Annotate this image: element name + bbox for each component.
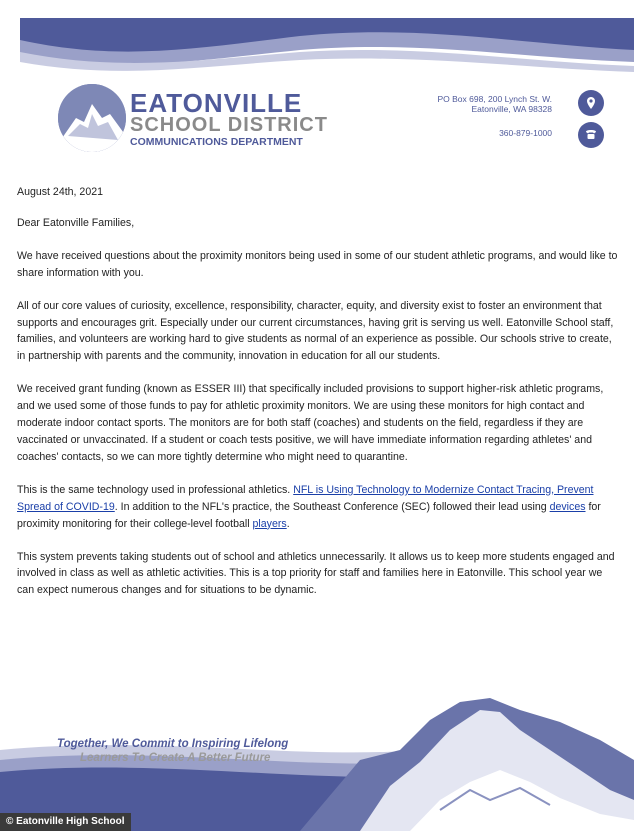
paragraph-4-text-c: for proximity monitoring for their college-level football [17, 500, 601, 530]
address-line2: Eatonville, WA 98328 [471, 104, 552, 114]
mountain-logo-icon [58, 84, 126, 152]
address-line1: PO Box 698, 200 Lynch St. W. [437, 94, 552, 104]
paragraph-4-text-a: This is the same technology used in professional athletics. [17, 483, 294, 496]
phone-number: 360-879-1000 [499, 128, 552, 138]
tagline-line1: Together, We Commit to Inspiring Lifelong [57, 738, 289, 750]
district-name-line1: EATONVILLE [130, 88, 303, 118]
tagline-line2: Learners To Create A Better Future [80, 752, 271, 764]
contact-info [384, 90, 604, 150]
nfl-article-link[interactable]: NFL is Using Technology to Modernize Contact Tracing, Prevent Spread of COVID-19 [17, 483, 594, 513]
paragraph-4-text-d: . [286, 517, 290, 530]
devices-link[interactable]: devices [549, 500, 586, 513]
district-logo [58, 84, 328, 154]
location-pin-icon [578, 90, 604, 116]
paragraph-4 [17, 482, 621, 533]
header-swoosh-decoration [0, 0, 634, 80]
district-name-line2: SCHOOL DISTRICT [130, 114, 328, 136]
letter-date: August 24th, 2021 [17, 186, 103, 198]
phone-icon [578, 122, 604, 148]
letter-body [17, 184, 621, 615]
paragraph-2: All of our core values of curiosity, excellence, responsibility, character, equity, and diversity exist to foster an environment that supports and encourages grit. Especially under our current circumstances, having grit is serving us well. Eatonville School staff, families, and volunteers are working hard to give students as normal of an experience as possible. Our schools strive to create, in partnership with parents and the community, innovation in education for all our students. [17, 299, 614, 363]
paragraph-1: We have received questions about the proximity monitors being used in some of our student athletic programs, and would like to share information with you. [17, 249, 618, 279]
letter-salutation: Dear Eatonville Families, [17, 216, 135, 229]
paragraph-4-text-b: . In addition to the NFL's practice, the Southeast Conference (SEC) followed their lead using [114, 500, 550, 513]
department-name: COMMUNICATIONS DEPARTMENT [130, 136, 303, 148]
players-link[interactable]: players [252, 517, 287, 530]
paragraph-3: We received grant funding (known as ESSER III) that specifically included provisions to support higher-risk athletic programs, and we used some of those funds to pay for athletic proximity monitors. We are using these monitors for high contact and moderate indoor contact sports. The monitors are for both staff (coaches) and students on the field, regardless if they are vaccinated or unvaccinated. If a student or coach tests positive, we will have immediate information regarding athletes' and coaches' contacts, so we can more tightly determine who might need to quarantine. [17, 383, 604, 463]
photo-credit: © Eatonville High School [0, 813, 131, 831]
paragraph-5: This system prevents taking students out of school and athletics unnecessarily. It allows us to keep more students engaged and involved in class as well as athletic activities. This is a top priority for staff and families here in Eatonville. This school year we can expect numerous changes and for situations to be dynamic. [17, 550, 615, 597]
